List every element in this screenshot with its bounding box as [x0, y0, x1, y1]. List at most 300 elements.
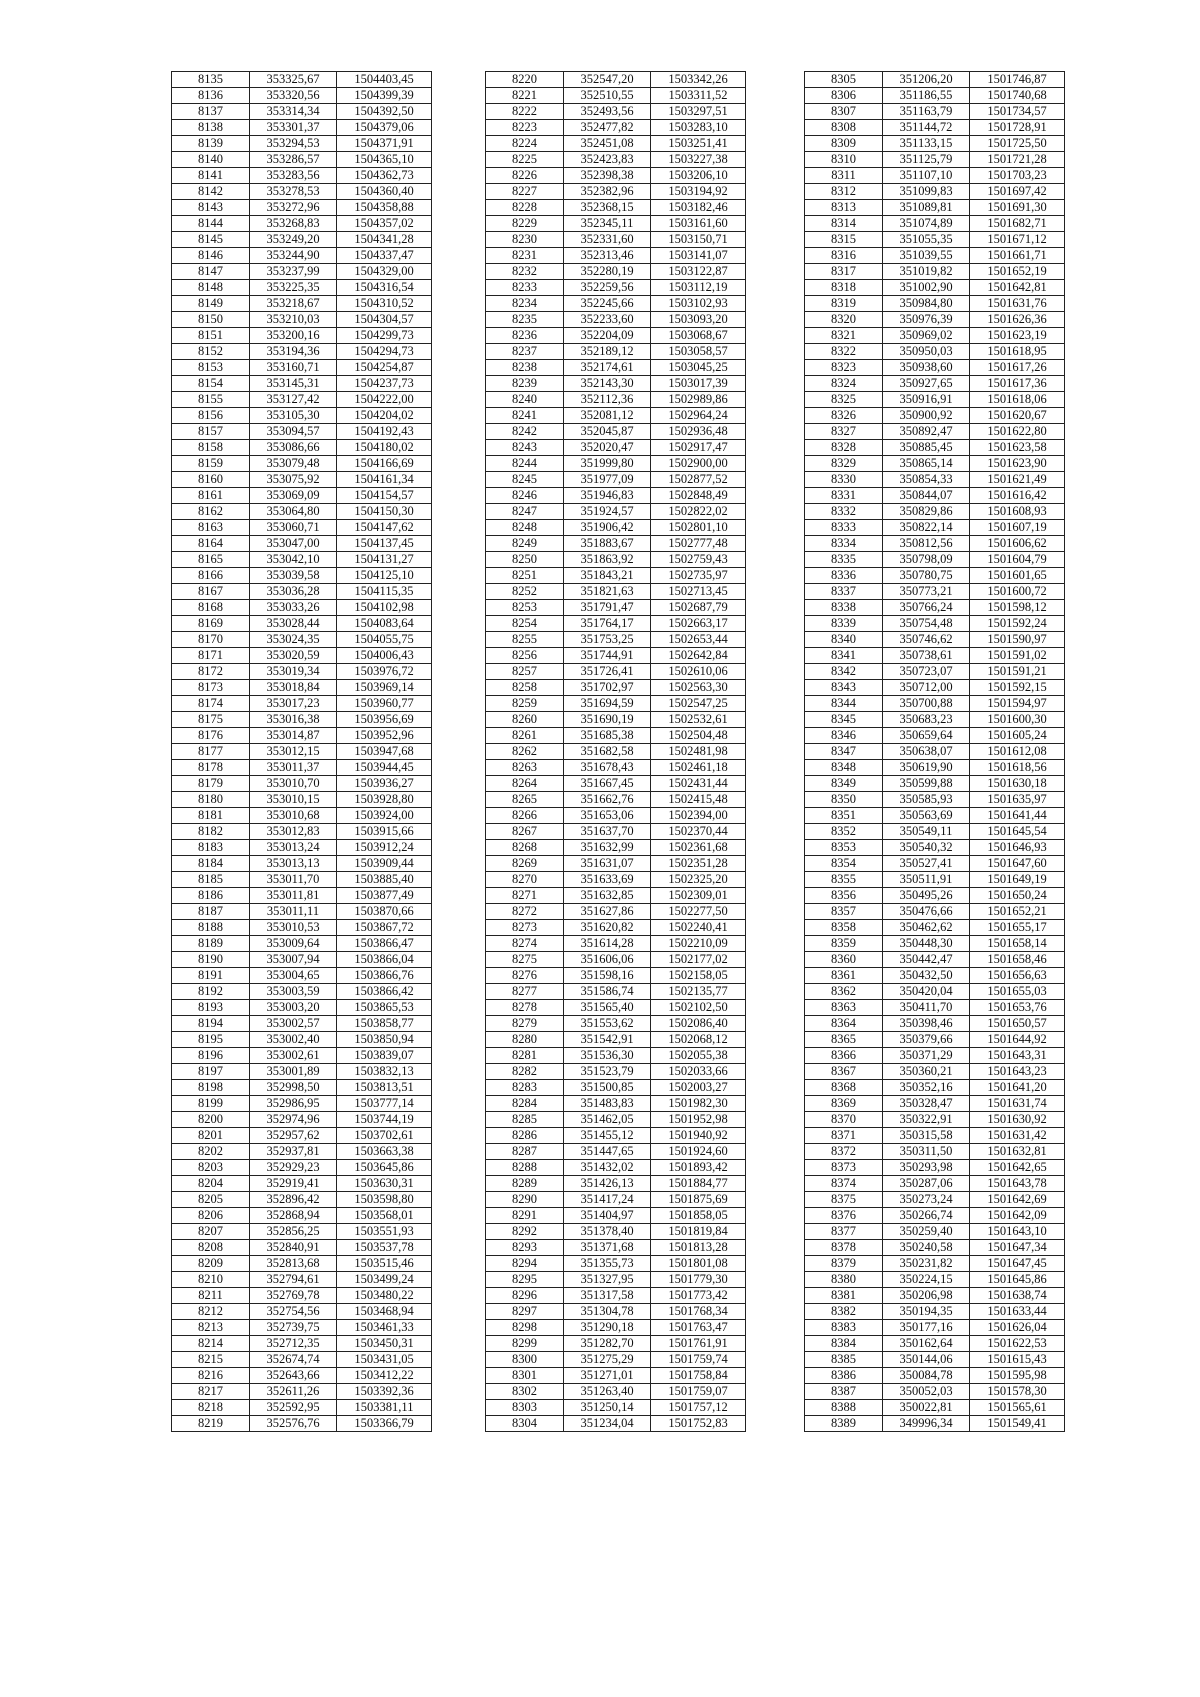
x-coordinate-cell: 351843,21 — [564, 568, 651, 584]
point-number-cell: 8288 — [486, 1160, 564, 1176]
table-row — [172, 1064, 432, 1080]
table-row — [486, 1320, 746, 1336]
point-number-cell: 8228 — [486, 200, 564, 216]
table-row — [486, 152, 746, 168]
table-row — [172, 1144, 432, 1160]
x-coordinate-cell: 350462,62 — [883, 920, 970, 936]
table-row — [172, 88, 432, 104]
x-coordinate-cell: 351355,73 — [564, 1256, 651, 1272]
table-row — [172, 184, 432, 200]
y-coordinate-cell: 1503924,00 — [337, 808, 432, 824]
x-coordinate-cell: 352477,82 — [564, 120, 651, 136]
table-row — [172, 392, 432, 408]
point-number-cell: 8279 — [486, 1016, 564, 1032]
point-number-cell: 8235 — [486, 312, 564, 328]
y-coordinate-cell: 1503777,14 — [337, 1096, 432, 1112]
table-row — [805, 296, 1065, 312]
x-coordinate-cell: 352143,30 — [564, 376, 651, 392]
y-coordinate-cell: 1503551,93 — [337, 1224, 432, 1240]
y-coordinate-cell: 1502177,02 — [651, 952, 746, 968]
x-coordinate-cell: 353286,57 — [250, 152, 337, 168]
table-row — [486, 904, 746, 920]
y-coordinate-cell: 1503392,36 — [337, 1384, 432, 1400]
y-coordinate-cell: 1501884,77 — [651, 1176, 746, 1192]
y-coordinate-cell: 1503866,42 — [337, 984, 432, 1000]
point-number-cell: 8240 — [486, 392, 564, 408]
y-coordinate-cell: 1502547,25 — [651, 696, 746, 712]
x-coordinate-cell: 353010,70 — [250, 776, 337, 792]
point-number-cell: 8251 — [486, 568, 564, 584]
point-number-cell: 8175 — [172, 712, 250, 728]
point-number-cell: 8238 — [486, 360, 564, 376]
y-coordinate-cell: 1502989,86 — [651, 392, 746, 408]
x-coordinate-cell: 352769,78 — [250, 1288, 337, 1304]
point-number-cell: 8253 — [486, 600, 564, 616]
y-coordinate-cell: 1501650,24 — [970, 888, 1065, 904]
x-coordinate-cell: 351632,85 — [564, 888, 651, 904]
table-row — [486, 1128, 746, 1144]
y-coordinate-cell: 1504337,47 — [337, 248, 432, 264]
x-coordinate-cell: 352794,61 — [250, 1272, 337, 1288]
table-row — [486, 1384, 746, 1400]
x-coordinate-cell: 351417,24 — [564, 1192, 651, 1208]
table-row — [486, 552, 746, 568]
table-row — [172, 872, 432, 888]
point-number-cell: 8248 — [486, 520, 564, 536]
x-coordinate-cell: 351821,63 — [564, 584, 651, 600]
y-coordinate-cell: 1501682,71 — [970, 216, 1065, 232]
x-coordinate-cell: 350885,45 — [883, 440, 970, 456]
y-coordinate-cell: 1501746,87 — [970, 72, 1065, 88]
x-coordinate-cell: 351702,97 — [564, 680, 651, 696]
point-number-cell: 8236 — [486, 328, 564, 344]
y-coordinate-cell: 1503342,26 — [651, 72, 746, 88]
x-coordinate-cell: 350476,66 — [883, 904, 970, 920]
point-number-cell: 8351 — [805, 808, 883, 824]
y-coordinate-cell: 1503194,92 — [651, 184, 746, 200]
table-row — [805, 824, 1065, 840]
x-coordinate-cell: 350206,98 — [883, 1288, 970, 1304]
y-coordinate-cell: 1501618,95 — [970, 344, 1065, 360]
table-row — [805, 1080, 1065, 1096]
x-coordinate-cell: 351089,81 — [883, 200, 970, 216]
table-row — [486, 632, 746, 648]
table-row — [486, 968, 746, 984]
table-row — [805, 264, 1065, 280]
point-number-cell: 8330 — [805, 472, 883, 488]
table-row — [172, 744, 432, 760]
y-coordinate-cell: 1503283,10 — [651, 120, 746, 136]
x-coordinate-cell: 350563,69 — [883, 808, 970, 824]
y-coordinate-cell: 1504379,06 — [337, 120, 432, 136]
x-coordinate-cell: 351726,41 — [564, 664, 651, 680]
x-coordinate-cell: 350754,48 — [883, 616, 970, 632]
y-coordinate-cell: 1503850,94 — [337, 1032, 432, 1048]
x-coordinate-cell: 350311,50 — [883, 1144, 970, 1160]
x-coordinate-cell: 352611,26 — [250, 1384, 337, 1400]
table-row — [486, 776, 746, 792]
table-row — [486, 392, 746, 408]
y-coordinate-cell: 1502917,47 — [651, 440, 746, 456]
x-coordinate-cell: 350638,07 — [883, 744, 970, 760]
x-coordinate-cell: 351371,68 — [564, 1240, 651, 1256]
x-coordinate-cell: 349996,34 — [883, 1416, 970, 1432]
table-row — [172, 520, 432, 536]
point-number-cell: 8215 — [172, 1352, 250, 1368]
point-number-cell: 8164 — [172, 536, 250, 552]
y-coordinate-cell: 1504362,73 — [337, 168, 432, 184]
y-coordinate-cell: 1501621,49 — [970, 472, 1065, 488]
y-coordinate-cell: 1502777,48 — [651, 536, 746, 552]
point-number-cell: 8180 — [172, 792, 250, 808]
y-coordinate-cell: 1501592,15 — [970, 680, 1065, 696]
y-coordinate-cell: 1502086,40 — [651, 1016, 746, 1032]
x-coordinate-cell: 353301,37 — [250, 120, 337, 136]
x-coordinate-cell: 351378,40 — [564, 1224, 651, 1240]
table-row — [172, 1304, 432, 1320]
y-coordinate-cell: 1502003,27 — [651, 1080, 746, 1096]
point-number-cell: 8272 — [486, 904, 564, 920]
y-coordinate-cell: 1501734,57 — [970, 104, 1065, 120]
table-row — [172, 1112, 432, 1128]
point-number-cell: 8343 — [805, 680, 883, 696]
x-coordinate-cell: 352592,95 — [250, 1400, 337, 1416]
point-number-cell: 8305 — [805, 72, 883, 88]
point-number-cell: 8366 — [805, 1048, 883, 1064]
y-coordinate-cell: 1501642,81 — [970, 280, 1065, 296]
table-row — [486, 824, 746, 840]
x-coordinate-cell: 351863,92 — [564, 552, 651, 568]
y-coordinate-cell: 1501758,84 — [651, 1368, 746, 1384]
y-coordinate-cell: 1501600,30 — [970, 712, 1065, 728]
table-row — [172, 1096, 432, 1112]
point-number-cell: 8289 — [486, 1176, 564, 1192]
table-row — [486, 1352, 746, 1368]
table-row — [486, 232, 746, 248]
table-row — [486, 1160, 746, 1176]
x-coordinate-cell: 352045,87 — [564, 424, 651, 440]
point-number-cell: 8219 — [172, 1416, 250, 1432]
y-coordinate-cell: 1501653,76 — [970, 1000, 1065, 1016]
y-coordinate-cell: 1501642,65 — [970, 1160, 1065, 1176]
point-number-cell: 8360 — [805, 952, 883, 968]
point-number-cell: 8278 — [486, 1000, 564, 1016]
table-row — [172, 968, 432, 984]
table-row — [172, 888, 432, 904]
point-number-cell: 8354 — [805, 856, 883, 872]
point-number-cell: 8204 — [172, 1176, 250, 1192]
y-coordinate-cell: 1501697,42 — [970, 184, 1065, 200]
table-row — [486, 424, 746, 440]
x-coordinate-cell: 352957,62 — [250, 1128, 337, 1144]
y-coordinate-cell: 1503909,44 — [337, 856, 432, 872]
x-coordinate-cell: 350420,04 — [883, 984, 970, 1000]
point-number-cell: 8287 — [486, 1144, 564, 1160]
point-number-cell: 8237 — [486, 344, 564, 360]
point-number-cell: 8342 — [805, 664, 883, 680]
y-coordinate-cell: 1503947,68 — [337, 744, 432, 760]
y-coordinate-cell: 1501608,93 — [970, 504, 1065, 520]
y-coordinate-cell: 1501858,05 — [651, 1208, 746, 1224]
x-coordinate-cell: 353011,37 — [250, 760, 337, 776]
table-row — [172, 712, 432, 728]
table-row — [805, 680, 1065, 696]
x-coordinate-cell: 350084,78 — [883, 1368, 970, 1384]
x-coordinate-cell: 351586,74 — [564, 984, 651, 1000]
point-number-cell: 8291 — [486, 1208, 564, 1224]
x-coordinate-cell: 353017,23 — [250, 696, 337, 712]
table-row — [805, 968, 1065, 984]
y-coordinate-cell: 1501649,19 — [970, 872, 1065, 888]
point-number-cell: 8307 — [805, 104, 883, 120]
table-row — [172, 424, 432, 440]
table-row — [486, 1240, 746, 1256]
x-coordinate-cell: 350746,62 — [883, 632, 970, 648]
y-coordinate-cell: 1501658,46 — [970, 952, 1065, 968]
x-coordinate-cell: 350822,14 — [883, 520, 970, 536]
y-coordinate-cell: 1501623,19 — [970, 328, 1065, 344]
x-coordinate-cell: 351327,95 — [564, 1272, 651, 1288]
point-number-cell: 8280 — [486, 1032, 564, 1048]
point-number-cell: 8376 — [805, 1208, 883, 1224]
point-number-cell: 8178 — [172, 760, 250, 776]
table-row — [486, 88, 746, 104]
x-coordinate-cell: 352398,38 — [564, 168, 651, 184]
y-coordinate-cell: 1501643,10 — [970, 1224, 1065, 1240]
x-coordinate-cell: 352280,19 — [564, 264, 651, 280]
x-coordinate-cell: 350224,15 — [883, 1272, 970, 1288]
table-row — [486, 1304, 746, 1320]
table-row — [805, 1128, 1065, 1144]
table-row — [486, 1400, 746, 1416]
y-coordinate-cell: 1503969,14 — [337, 680, 432, 696]
y-coordinate-cell: 1501759,74 — [651, 1352, 746, 1368]
x-coordinate-cell: 353047,00 — [250, 536, 337, 552]
table-row — [172, 792, 432, 808]
y-coordinate-cell: 1501607,19 — [970, 520, 1065, 536]
table-row — [172, 1000, 432, 1016]
point-number-cell: 8337 — [805, 584, 883, 600]
table-row — [486, 1032, 746, 1048]
table-row — [486, 1112, 746, 1128]
y-coordinate-cell: 1504055,75 — [337, 632, 432, 648]
y-coordinate-cell: 1503839,07 — [337, 1048, 432, 1064]
table-row — [486, 1144, 746, 1160]
y-coordinate-cell: 1502663,17 — [651, 616, 746, 632]
x-coordinate-cell: 351133,15 — [883, 136, 970, 152]
y-coordinate-cell: 1501633,44 — [970, 1304, 1065, 1320]
y-coordinate-cell: 1503141,07 — [651, 248, 746, 264]
table-row — [486, 664, 746, 680]
table-row — [486, 600, 746, 616]
point-number-cell: 8200 — [172, 1112, 250, 1128]
x-coordinate-cell: 351606,06 — [564, 952, 651, 968]
y-coordinate-cell: 1504254,87 — [337, 360, 432, 376]
x-coordinate-cell: 350683,23 — [883, 712, 970, 728]
y-coordinate-cell: 1502687,79 — [651, 600, 746, 616]
table-row — [172, 472, 432, 488]
x-coordinate-cell: 350322,91 — [883, 1112, 970, 1128]
point-number-cell: 8181 — [172, 808, 250, 824]
x-coordinate-cell: 351447,65 — [564, 1144, 651, 1160]
x-coordinate-cell: 350052,03 — [883, 1384, 970, 1400]
y-coordinate-cell: 1501591,21 — [970, 664, 1065, 680]
point-number-cell: 8234 — [486, 296, 564, 312]
y-coordinate-cell: 1501606,62 — [970, 536, 1065, 552]
point-number-cell: 8216 — [172, 1368, 250, 1384]
x-coordinate-cell: 352840,91 — [250, 1240, 337, 1256]
y-coordinate-cell: 1503598,80 — [337, 1192, 432, 1208]
y-coordinate-cell: 1503311,52 — [651, 88, 746, 104]
point-number-cell: 8190 — [172, 952, 250, 968]
point-number-cell: 8259 — [486, 696, 564, 712]
table-row — [805, 152, 1065, 168]
x-coordinate-cell: 352368,15 — [564, 200, 651, 216]
table-row — [172, 1128, 432, 1144]
y-coordinate-cell: 1503468,94 — [337, 1304, 432, 1320]
table-row — [486, 1368, 746, 1384]
x-coordinate-cell: 351250,14 — [564, 1400, 651, 1416]
x-coordinate-cell: 353200,16 — [250, 328, 337, 344]
x-coordinate-cell: 351426,13 — [564, 1176, 651, 1192]
x-coordinate-cell: 353069,09 — [250, 488, 337, 504]
table-row — [805, 360, 1065, 376]
x-coordinate-cell: 350432,50 — [883, 968, 970, 984]
point-number-cell: 8385 — [805, 1352, 883, 1368]
y-coordinate-cell: 1502277,50 — [651, 904, 746, 920]
table-row — [805, 1240, 1065, 1256]
table-row — [172, 136, 432, 152]
point-number-cell: 8151 — [172, 328, 250, 344]
point-number-cell: 8365 — [805, 1032, 883, 1048]
x-coordinate-cell: 350411,70 — [883, 1000, 970, 1016]
point-number-cell: 8384 — [805, 1336, 883, 1352]
point-number-cell: 8150 — [172, 312, 250, 328]
x-coordinate-cell: 351317,58 — [564, 1288, 651, 1304]
table-row — [172, 840, 432, 856]
point-number-cell: 8191 — [172, 968, 250, 984]
point-number-cell: 8196 — [172, 1048, 250, 1064]
point-number-cell: 8293 — [486, 1240, 564, 1256]
table-row — [805, 440, 1065, 456]
x-coordinate-cell: 353007,94 — [250, 952, 337, 968]
x-coordinate-cell: 352345,11 — [564, 216, 651, 232]
y-coordinate-cell: 1501620,67 — [970, 408, 1065, 424]
y-coordinate-cell: 1502210,09 — [651, 936, 746, 952]
table-row — [486, 936, 746, 952]
x-coordinate-cell: 351055,35 — [883, 232, 970, 248]
x-coordinate-cell: 350723,07 — [883, 664, 970, 680]
x-coordinate-cell: 353013,24 — [250, 840, 337, 856]
table-row — [805, 120, 1065, 136]
x-coordinate-cell: 350969,02 — [883, 328, 970, 344]
point-number-cell: 8323 — [805, 360, 883, 376]
y-coordinate-cell: 1501626,04 — [970, 1320, 1065, 1336]
x-coordinate-cell: 353314,34 — [250, 104, 337, 120]
point-number-cell: 8258 — [486, 680, 564, 696]
point-number-cell: 8257 — [486, 664, 564, 680]
y-coordinate-cell: 1503499,24 — [337, 1272, 432, 1288]
table-row — [805, 872, 1065, 888]
y-coordinate-cell: 1501773,42 — [651, 1288, 746, 1304]
table-row — [172, 328, 432, 344]
point-number-cell: 8352 — [805, 824, 883, 840]
x-coordinate-cell: 350398,46 — [883, 1016, 970, 1032]
y-coordinate-cell: 1501671,12 — [970, 232, 1065, 248]
point-number-cell: 8214 — [172, 1336, 250, 1352]
coordinate-table-2 — [485, 71, 746, 1432]
y-coordinate-cell: 1504341,28 — [337, 232, 432, 248]
point-number-cell: 8321 — [805, 328, 883, 344]
x-coordinate-cell: 352986,95 — [250, 1096, 337, 1112]
table-row — [172, 1400, 432, 1416]
y-coordinate-cell: 1503297,51 — [651, 104, 746, 120]
x-coordinate-cell: 350798,09 — [883, 552, 970, 568]
table-row — [486, 120, 746, 136]
y-coordinate-cell: 1502068,12 — [651, 1032, 746, 1048]
x-coordinate-cell: 351523,79 — [564, 1064, 651, 1080]
x-coordinate-cell: 351653,06 — [564, 808, 651, 824]
x-coordinate-cell: 353079,48 — [250, 456, 337, 472]
point-number-cell: 8182 — [172, 824, 250, 840]
point-number-cell: 8225 — [486, 152, 564, 168]
y-coordinate-cell: 1504294,73 — [337, 344, 432, 360]
x-coordinate-cell: 352813,68 — [250, 1256, 337, 1272]
point-number-cell: 8336 — [805, 568, 883, 584]
point-number-cell: 8261 — [486, 728, 564, 744]
point-number-cell: 8162 — [172, 504, 250, 520]
point-number-cell: 8221 — [486, 88, 564, 104]
y-coordinate-cell: 1503630,31 — [337, 1176, 432, 1192]
point-number-cell: 8362 — [805, 984, 883, 1000]
y-coordinate-cell: 1501643,31 — [970, 1048, 1065, 1064]
y-coordinate-cell: 1501622,53 — [970, 1336, 1065, 1352]
y-coordinate-cell: 1502309,01 — [651, 888, 746, 904]
table-row — [805, 216, 1065, 232]
x-coordinate-cell: 352868,94 — [250, 1208, 337, 1224]
point-number-cell: 8294 — [486, 1256, 564, 1272]
x-coordinate-cell: 351631,07 — [564, 856, 651, 872]
y-coordinate-cell: 1502055,38 — [651, 1048, 746, 1064]
x-coordinate-cell: 353268,83 — [250, 216, 337, 232]
y-coordinate-cell: 1502351,28 — [651, 856, 746, 872]
table-row — [486, 264, 746, 280]
y-coordinate-cell: 1503102,93 — [651, 296, 746, 312]
y-coordinate-cell: 1503870,66 — [337, 904, 432, 920]
table-row — [486, 584, 746, 600]
point-number-cell: 8373 — [805, 1160, 883, 1176]
y-coordinate-cell: 1504131,27 — [337, 552, 432, 568]
table-row — [172, 504, 432, 520]
x-coordinate-cell: 353012,15 — [250, 744, 337, 760]
y-coordinate-cell: 1503866,04 — [337, 952, 432, 968]
y-coordinate-cell: 1504371,91 — [337, 136, 432, 152]
y-coordinate-cell: 1502822,02 — [651, 504, 746, 520]
point-number-cell: 8255 — [486, 632, 564, 648]
y-coordinate-cell: 1501642,09 — [970, 1208, 1065, 1224]
x-coordinate-cell: 350240,58 — [883, 1240, 970, 1256]
y-coordinate-cell: 1501549,41 — [970, 1416, 1065, 1432]
point-number-cell: 8208 — [172, 1240, 250, 1256]
point-number-cell: 8358 — [805, 920, 883, 936]
x-coordinate-cell: 353020,59 — [250, 648, 337, 664]
table-row — [486, 1336, 746, 1352]
point-number-cell: 8380 — [805, 1272, 883, 1288]
x-coordinate-cell: 353011,11 — [250, 904, 337, 920]
x-coordinate-cell: 351282,70 — [564, 1336, 651, 1352]
x-coordinate-cell: 351685,38 — [564, 728, 651, 744]
point-number-cell: 8368 — [805, 1080, 883, 1096]
